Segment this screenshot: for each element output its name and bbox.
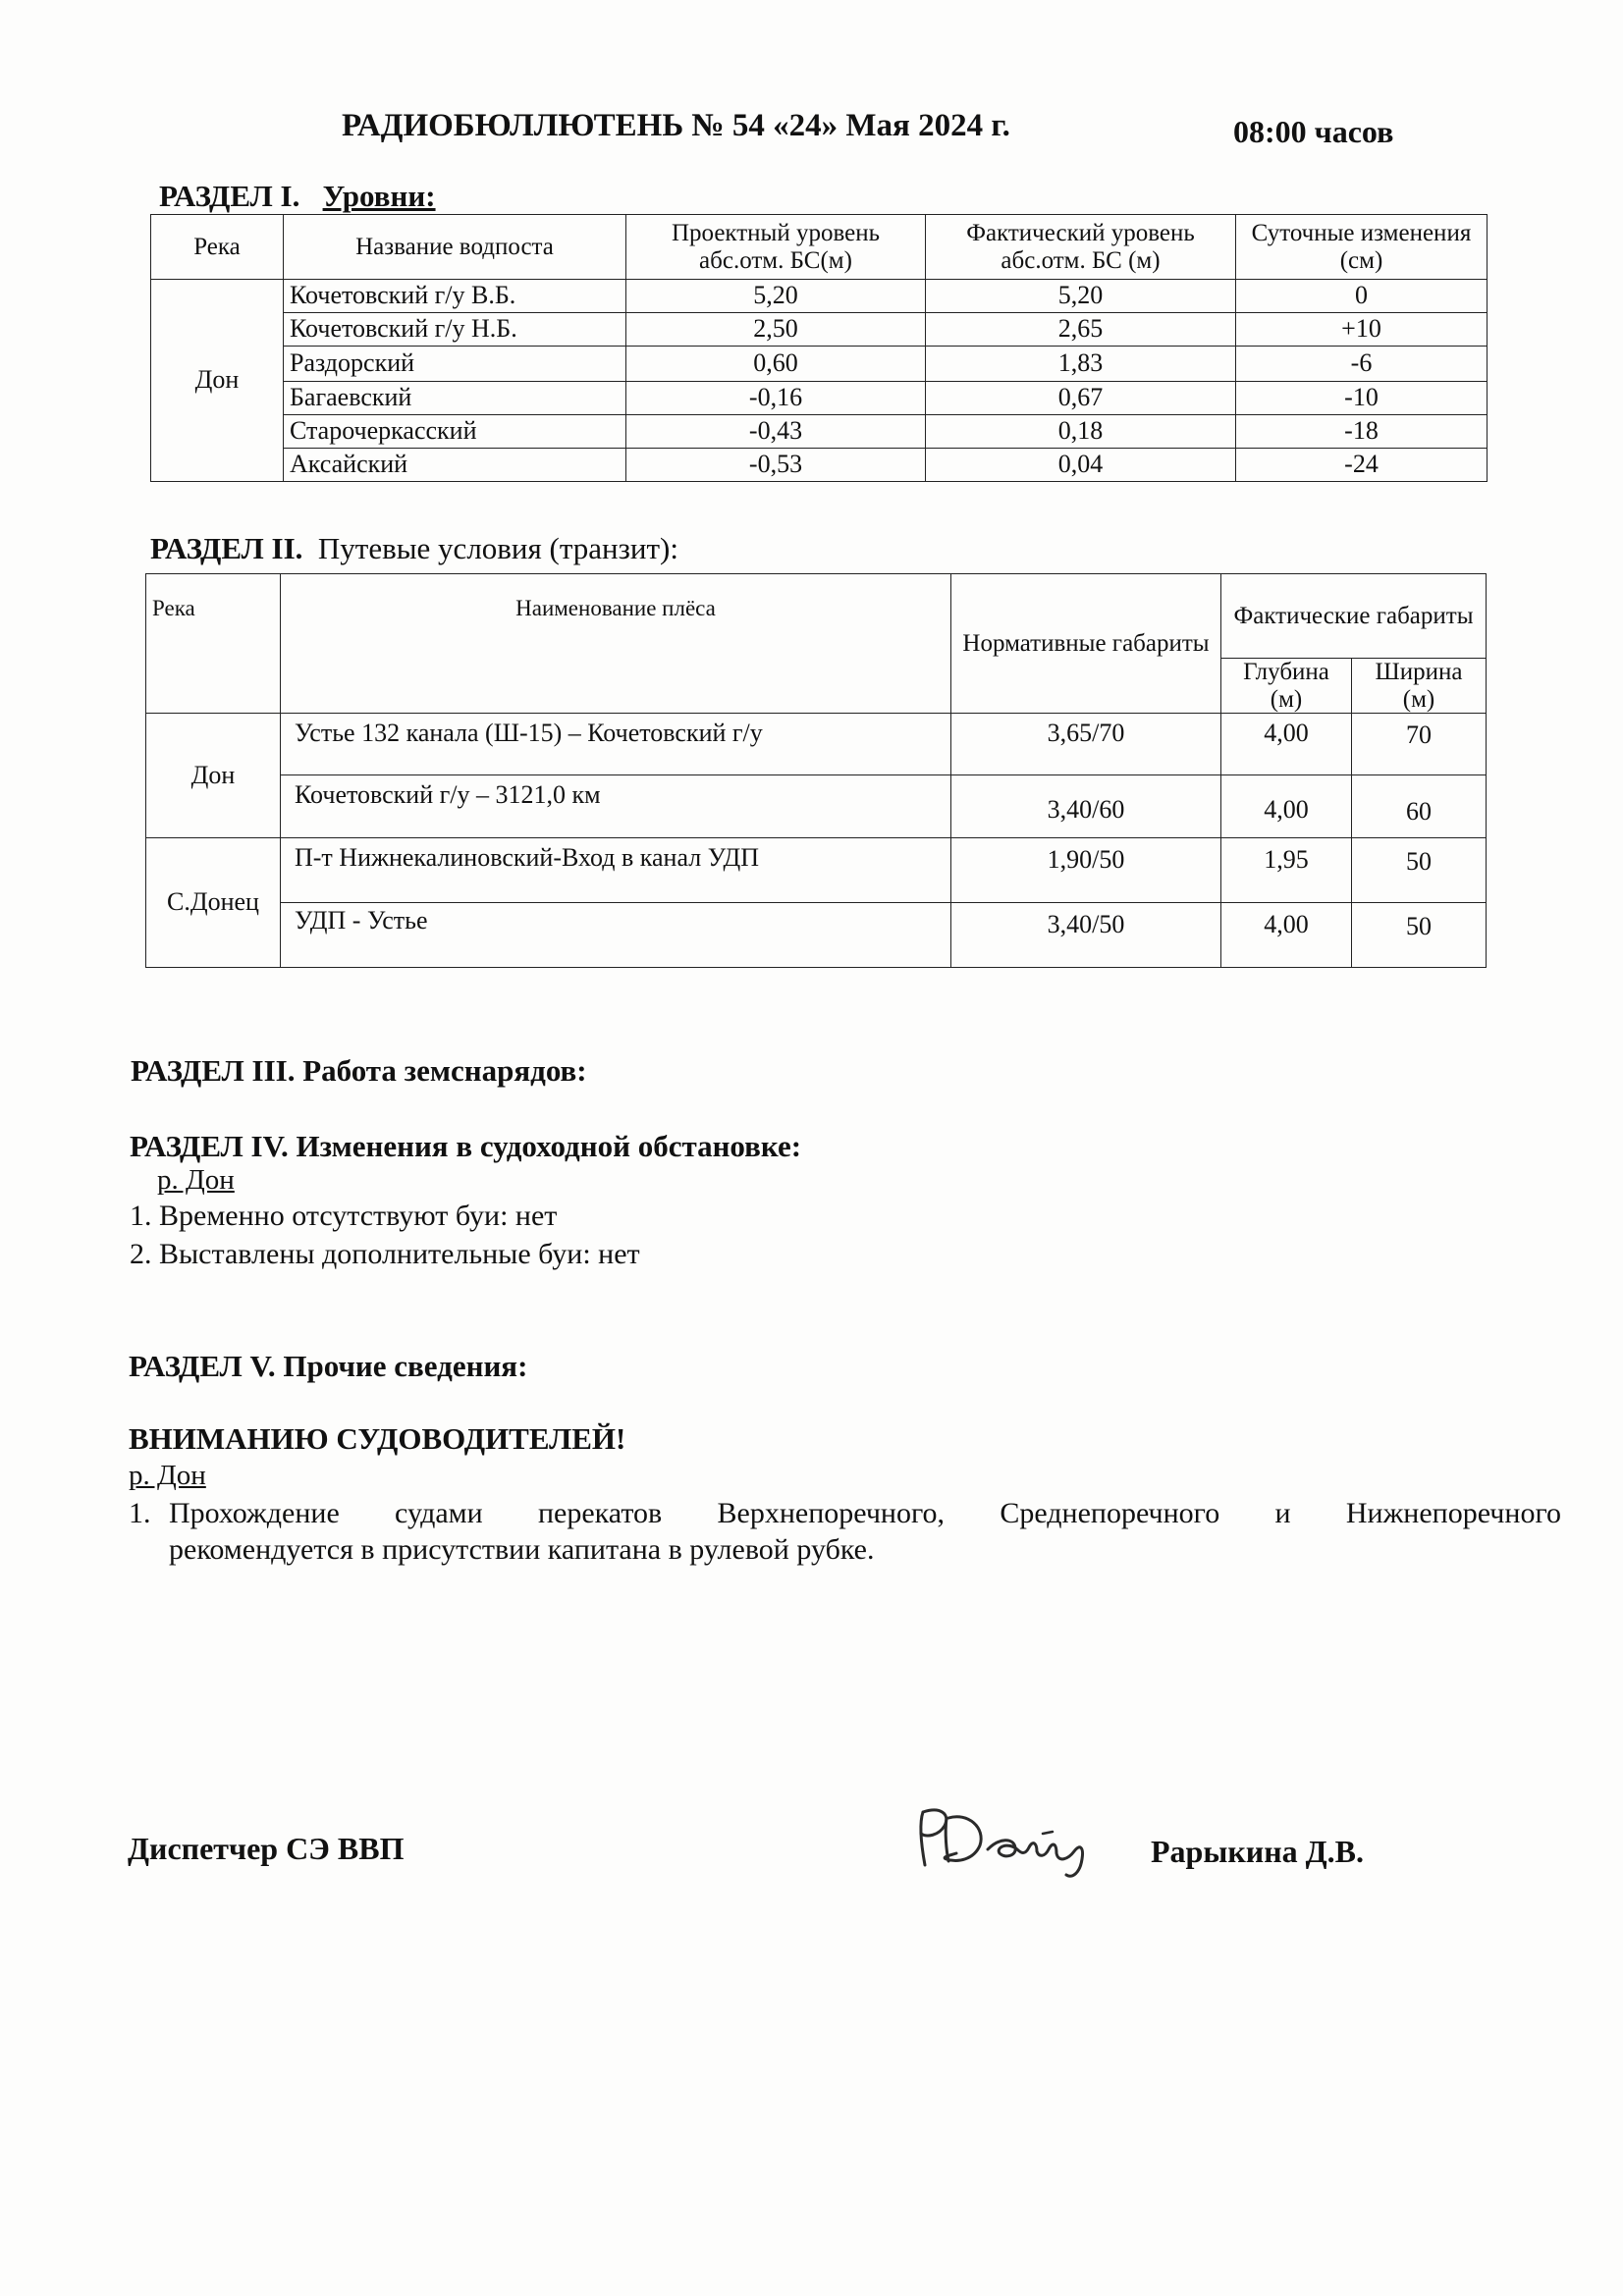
post-cell: Кочетовский г/у Н.Б. [284, 313, 626, 347]
section2-heading [150, 531, 678, 566]
change-cell: 0 [1236, 280, 1488, 313]
route-table [145, 573, 1487, 968]
notice-heading: ВНИМАНИЮ СУДОВОДИТЕЛЕЙ! [129, 1421, 626, 1456]
normative-cell: 3,40/50 [951, 903, 1221, 968]
section3-heading: РАЗДЕЛ III. Работа земснарядов: [131, 1053, 587, 1088]
post-cell: Раздорский [284, 347, 626, 382]
actual-cell: 0,18 [926, 415, 1236, 449]
normative-cell: 3,65/70 [951, 714, 1221, 775]
project-cell: 0,60 [626, 347, 926, 382]
col-actual: Фактические габариты [1221, 574, 1487, 659]
table-row [146, 714, 1487, 775]
table-row [146, 903, 1487, 968]
width-cell: 50 [1352, 838, 1487, 903]
post-cell: Аксайский [284, 449, 626, 482]
post-cell: Кочетовский г/у В.Б. [284, 280, 626, 313]
table-row [151, 449, 1488, 482]
table-row [146, 838, 1487, 903]
width-cell: 50 [1352, 903, 1487, 968]
notice-river: р. Дон [129, 1460, 206, 1491]
actual-cell: 0,04 [926, 449, 1236, 482]
depth-cell: 4,00 [1221, 903, 1352, 968]
river-cell: Дон [146, 714, 281, 838]
depth-cell: 4,00 [1221, 714, 1352, 775]
notice-item-number: 1. [129, 1497, 151, 1529]
depth-cell: 1,95 [1221, 838, 1352, 903]
actual-cell: 0,67 [926, 382, 1236, 415]
width-cell: 70 [1352, 714, 1487, 775]
section4-river: р. Дон [157, 1164, 235, 1196]
section1-heading [159, 179, 436, 214]
post-cell: Старочеркасский [284, 415, 626, 449]
col-depth: Глубина (м) [1221, 659, 1352, 714]
notice-item-line-2: рекомендуется в присутствии капитана в рулевой рубке. [169, 1533, 875, 1566]
col-river: Река [146, 574, 281, 714]
project-cell: -0,53 [626, 449, 926, 482]
table-row [151, 347, 1488, 382]
project-cell: -0,43 [626, 415, 926, 449]
actual-cell: 2,65 [926, 313, 1236, 347]
route-header-row [146, 574, 1487, 659]
width-cell: 60 [1352, 775, 1487, 838]
signatory-name: Рарыкина Д.В. [1151, 1834, 1364, 1869]
section4-heading: РАЗДЕЛ IV. Изменения в судоходной обстановке: [130, 1129, 802, 1163]
section2-number: РАЗДЕЛ II. [150, 531, 303, 565]
actual-cell: 5,20 [926, 280, 1236, 313]
change-cell: -18 [1236, 415, 1488, 449]
bulletin-time: 08:00 часов [1233, 114, 1394, 149]
bulletin-title: РАДИОБЮЛЛЮТЕНЬ № 54 «24» Мая 2024 г. [342, 108, 1010, 143]
river-cell: С.Донец [146, 838, 281, 968]
signature-image [911, 1804, 1147, 1883]
col-post: Название водпоста [284, 215, 626, 280]
change-cell: -6 [1236, 347, 1488, 382]
section2-title: Путевые условия (транзит): [317, 531, 678, 565]
post-cell: Багаевский [284, 382, 626, 415]
table-row [146, 775, 1487, 838]
section1-title: Уровни: [322, 179, 436, 213]
col-actual-level: Фактический уровень абс.отм. БС (м) [926, 215, 1236, 280]
stretch-cell: УДП - Устье [281, 903, 951, 968]
project-cell: 5,20 [626, 280, 926, 313]
notice-item-line-1: Прохождение судами перекатов Верхнепоречного, Среднепоречного и Нижнепоречного [169, 1497, 1561, 1529]
stretch-cell: Кочетовский г/у – 3121,0 км [281, 775, 951, 838]
depth-cell: 4,00 [1221, 775, 1352, 838]
change-cell: +10 [1236, 313, 1488, 347]
table-row [151, 382, 1488, 415]
levels-table [150, 214, 1488, 482]
stretch-cell: П-т Нижнекалиновский-Вход в канал УДП [281, 838, 951, 903]
project-cell: -0,16 [626, 382, 926, 415]
section4-item-2: 2. Выставлены дополнительные буи: нет [130, 1238, 640, 1270]
col-project-level: Проектный уровень абс.отм. БС(м) [626, 215, 926, 280]
section4-item-1: 1. Временно отсутствуют буи: нет [130, 1200, 558, 1232]
actual-cell: 1,83 [926, 347, 1236, 382]
river-cell: Дон [151, 280, 284, 482]
table-row [151, 313, 1488, 347]
stretch-cell: Устье 132 канала (Ш-15) – Кочетовский г/у [281, 714, 951, 775]
col-width: Ширина (м) [1352, 659, 1487, 714]
table-row [151, 280, 1488, 313]
col-stretch: Наименование плёса [281, 574, 951, 714]
change-cell: -24 [1236, 449, 1488, 482]
change-cell: -10 [1236, 382, 1488, 415]
section5-heading: РАЗДЕЛ V. Прочие сведения: [129, 1349, 528, 1383]
section1-number: РАЗДЕЛ I. [159, 179, 300, 213]
project-cell: 2,50 [626, 313, 926, 347]
normative-cell: 1,90/50 [951, 838, 1221, 903]
dispatcher-position: Диспетчер СЭ ВВП [128, 1831, 405, 1866]
col-normative: Нормативные габариты [951, 574, 1221, 714]
col-river: Река [151, 215, 284, 280]
col-daily-change: Суточные изменения (см) [1236, 215, 1488, 280]
levels-header-row [151, 215, 1488, 280]
table-row [151, 415, 1488, 449]
normative-cell: 3,40/60 [951, 775, 1221, 838]
